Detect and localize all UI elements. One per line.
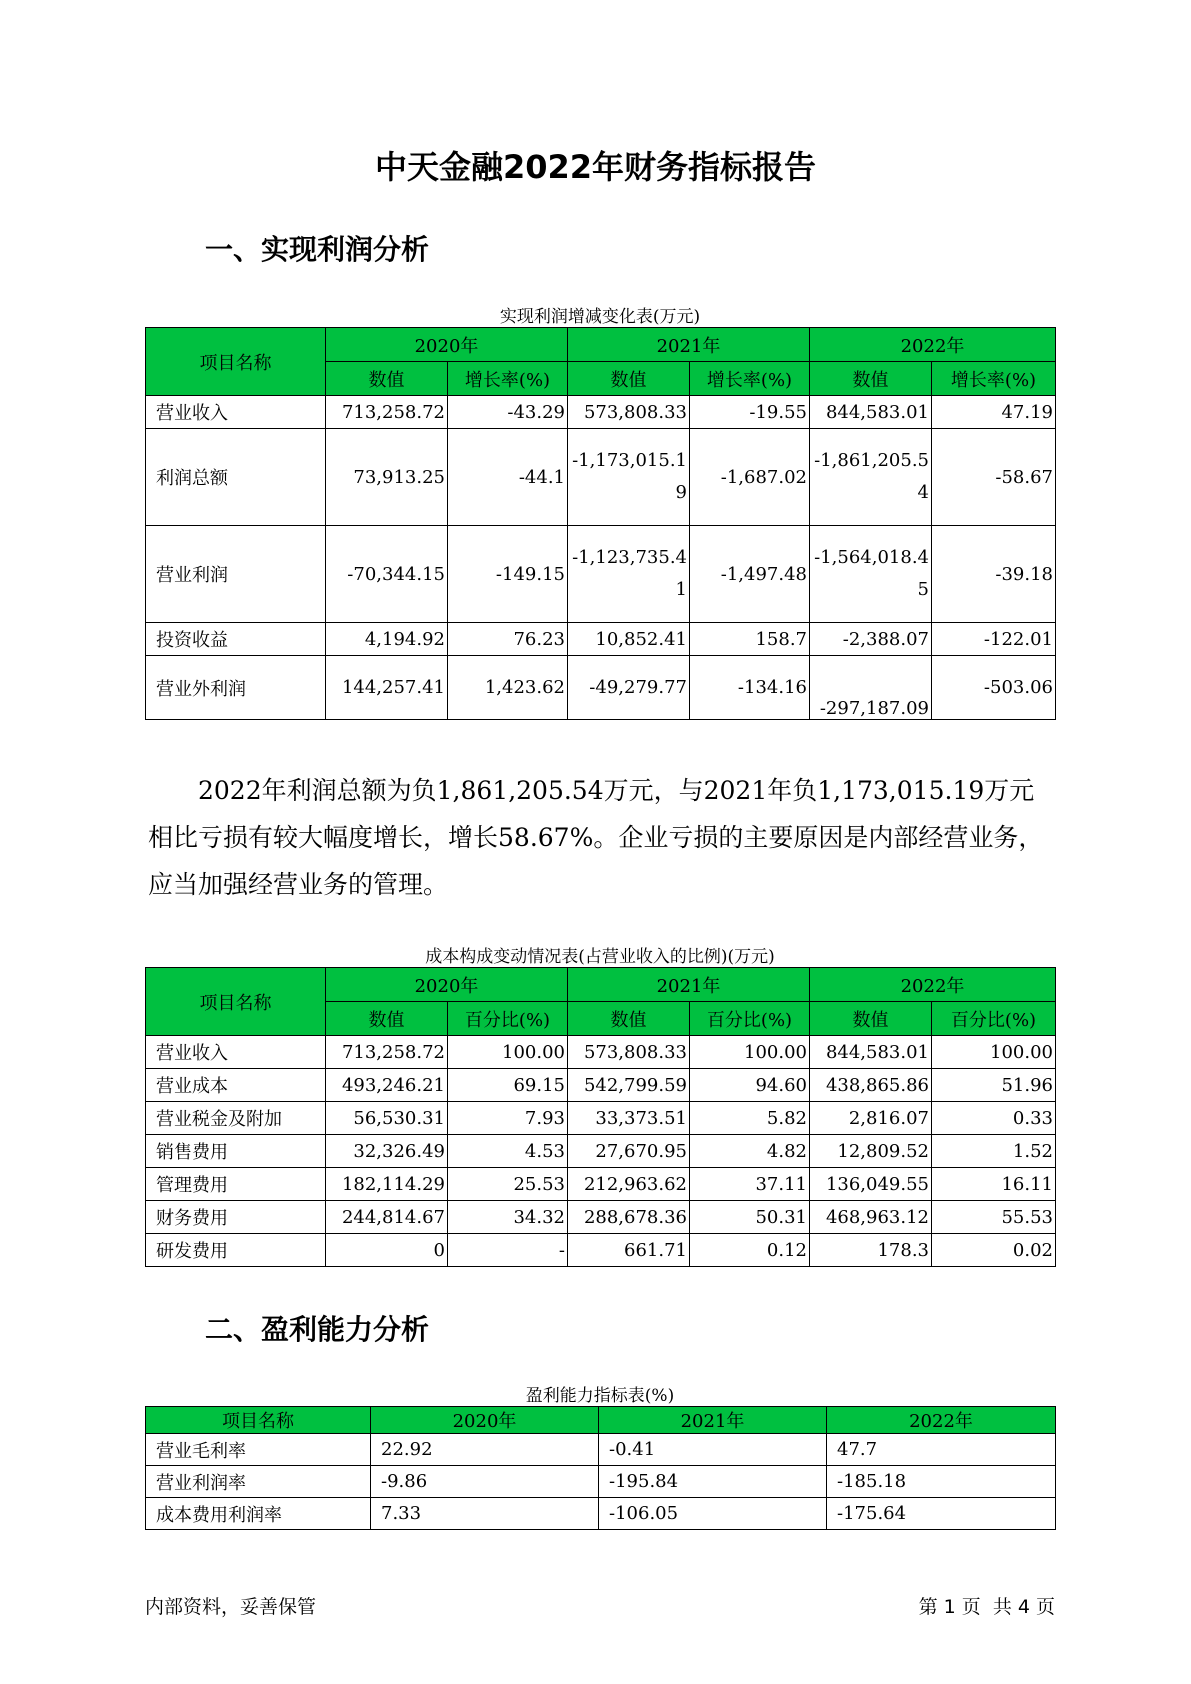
row-label: 营业利润率 [146,1466,371,1498]
row-label: 营业外利润 [146,656,326,720]
table-row [146,1498,1056,1530]
table-cell: 244,814.67 [326,1201,448,1234]
row-label: 销售费用 [146,1135,326,1168]
table-cell: 713,258.72 [326,396,448,429]
year-header: 2020年 [326,968,568,1002]
value-header: 数值 [810,1002,932,1036]
table-cell: 33,373.51 [568,1102,690,1135]
table-row [146,1135,1056,1168]
table-row [146,623,1056,656]
table-cell: -1,861,205.54 [810,429,932,526]
row-label: 营业收入 [146,1036,326,1069]
year-header: 2022年 [827,1407,1056,1434]
table-cell: 0.33 [932,1102,1056,1135]
growth-rate-header: 增长率(%) [448,362,568,396]
table-cell: 2,816.07 [810,1102,932,1135]
row-label: 财务费用 [146,1201,326,1234]
row-label: 营业利润 [146,526,326,623]
table-cell: -19.55 [690,396,810,429]
table-cell: 212,963.62 [568,1168,690,1201]
row-label: 利润总额 [146,429,326,526]
table-cell: 94.60 [690,1069,810,1102]
table-cell: 182,114.29 [326,1168,448,1201]
table-cell: 32,326.49 [326,1135,448,1168]
table2-caption: 成本构成变动情况表(占营业收入的比例)(万元) [425,947,775,967]
table-row [146,1434,1056,1466]
table-cell: 56,530.31 [326,1102,448,1135]
table-cell: 713,258.72 [326,1036,448,1069]
table-cell: 100.00 [448,1036,568,1069]
table-cell: -106.05 [599,1498,827,1530]
table-row [146,396,1056,429]
table-cell: 4,194.92 [326,623,448,656]
cost-structure-table [145,967,1056,1267]
table-cell: -49,279.77 [568,656,690,720]
table-cell: -1,687.02 [690,429,810,526]
table3-caption: 盈利能力指标表(%) [525,1386,675,1406]
table-cell: -39.18 [932,526,1056,623]
table-cell: 136,049.55 [810,1168,932,1201]
growth-rate-header: 增长率(%) [690,362,810,396]
table-cell: 661.71 [568,1234,690,1267]
value-header: 数值 [568,1002,690,1036]
year-header: 2021年 [599,1407,827,1434]
table-cell: 7.93 [448,1102,568,1135]
table-cell: 50.31 [690,1201,810,1234]
row-label: 营业税金及附加 [146,1102,326,1135]
table-cell: -185.18 [827,1466,1056,1498]
growth-rate-header: 增长率(%) [932,362,1056,396]
table-cell: -1,173,015.19 [568,429,690,526]
table-row [146,1168,1056,1201]
percent-header: 百分比(%) [690,1002,810,1036]
table-cell: 16.11 [932,1168,1056,1201]
table-cell: -149.15 [448,526,568,623]
table-row [146,1036,1056,1069]
table-cell: 27,670.95 [568,1135,690,1168]
table-cell: 34.32 [448,1201,568,1234]
profit-analysis-paragraph: 2022年利润总额为负1,861,205.54万元，与2021年负1,173,015.19万元相比亏损有较大幅度增长，增长58.67%。企业亏损的主要原因是内部经营业务，应当加强经营业务的管理。 [148,776,1044,899]
table-cell: -58.67 [932,429,1056,526]
page-number: 第 1 页 共 4 页 [918,1596,1055,1618]
value-header: 数值 [326,362,448,396]
item-name-header: 项目名称 [146,968,326,1036]
table-cell: 844,583.01 [810,1036,932,1069]
row-label: 营业成本 [146,1069,326,1102]
table-cell: -2,388.07 [810,623,932,656]
value-header: 数值 [326,1002,448,1036]
row-label: 营业毛利率 [146,1434,371,1466]
table-cell: 100.00 [690,1036,810,1069]
row-label: 管理费用 [146,1168,326,1201]
year-header: 2022年 [810,968,1056,1002]
year-header: 2021年 [568,968,810,1002]
table-cell: 158.7 [690,623,810,656]
table-cell: 493,246.21 [326,1069,448,1102]
table-cell: 0.02 [932,1234,1056,1267]
table-cell: -1,497.48 [690,526,810,623]
table-cell: 573,808.33 [568,1036,690,1069]
table-cell: 69.15 [448,1069,568,1102]
table-cell: 0 [326,1234,448,1267]
table-cell: 76.23 [448,623,568,656]
section-heading-profitability: 二、盈利能力分析 [205,1313,430,1346]
table-cell: 47.7 [827,1434,1056,1466]
table-row [146,429,1056,526]
row-label: 研发费用 [146,1234,326,1267]
table-cell: 542,799.59 [568,1069,690,1102]
profit-change-table [145,327,1056,720]
table-cell: -134.16 [690,656,810,720]
table-cell: -70,344.15 [326,526,448,623]
year-header: 2020年 [326,328,568,362]
table-cell: 1.52 [932,1135,1056,1168]
profitability-table [145,1406,1056,1530]
year-header: 2021年 [568,328,810,362]
table-cell: 5.82 [690,1102,810,1135]
year-header: 2020年 [371,1407,599,1434]
table-cell: -122.01 [932,623,1056,656]
table-cell: 12,809.52 [810,1135,932,1168]
table-cell: 25.53 [448,1168,568,1201]
table-cell: -44.1 [448,429,568,526]
table-cell: 55.53 [932,1201,1056,1234]
item-name-header: 项目名称 [146,328,326,396]
table-cell: -0.41 [599,1434,827,1466]
value-header: 数值 [810,362,932,396]
table-cell: 10,852.41 [568,623,690,656]
percent-header: 百分比(%) [932,1002,1056,1036]
table-cell: 144,257.41 [326,656,448,720]
section-heading-profit: 一、实现利润分析 [205,233,430,266]
table-cell: 7.33 [371,1498,599,1530]
table-cell: 178.3 [810,1234,932,1267]
item-name-header: 项目名称 [146,1407,371,1434]
table-cell: 1,423.62 [448,656,568,720]
table-cell: - [448,1234,568,1267]
table-cell: 4.53 [448,1135,568,1168]
table-cell: 51.96 [932,1069,1056,1102]
table-cell: -195.84 [599,1466,827,1498]
table-row [146,1234,1056,1267]
year-header: 2022年 [810,328,1056,362]
table1-caption: 实现利润增减变化表(万元) [499,307,701,327]
footer-confidential-note: 内部资料，妥善保管 [145,1596,317,1618]
table-cell: 47.19 [932,396,1056,429]
table-row [146,656,1056,720]
table-cell: -503.06 [932,656,1056,720]
table-row [146,1466,1056,1498]
table-cell: -1,564,018.45 [810,526,932,623]
table-cell: 288,678.36 [568,1201,690,1234]
page-title: 中天金融2022年财务指标报告 [374,148,817,186]
table-cell: 0.12 [690,1234,810,1267]
table-cell: -43.29 [448,396,568,429]
value-header: 数值 [568,362,690,396]
table-cell: 573,808.33 [568,396,690,429]
table-cell: 73,913.25 [326,429,448,526]
table-cell: -175.64 [827,1498,1056,1530]
table-cell: 22.92 [371,1434,599,1466]
table-cell: -1,123,735.41 [568,526,690,623]
table-cell: -9.86 [371,1466,599,1498]
table-row [146,1201,1056,1234]
table-cell: 468,963.12 [810,1201,932,1234]
table-cell: 100.00 [932,1036,1056,1069]
row-label: 营业收入 [146,396,326,429]
percent-header: 百分比(%) [448,1002,568,1036]
table-cell: 844,583.01 [810,396,932,429]
table-row [146,1102,1056,1135]
row-label: 投资收益 [146,623,326,656]
table-row [146,526,1056,623]
table-cell: 438,865.86 [810,1069,932,1102]
table-cell: -297,187.09 [810,656,932,720]
table-cell: 37.11 [690,1168,810,1201]
table-cell: 4.82 [690,1135,810,1168]
table-row [146,1069,1056,1102]
row-label: 成本费用利润率 [146,1498,371,1530]
